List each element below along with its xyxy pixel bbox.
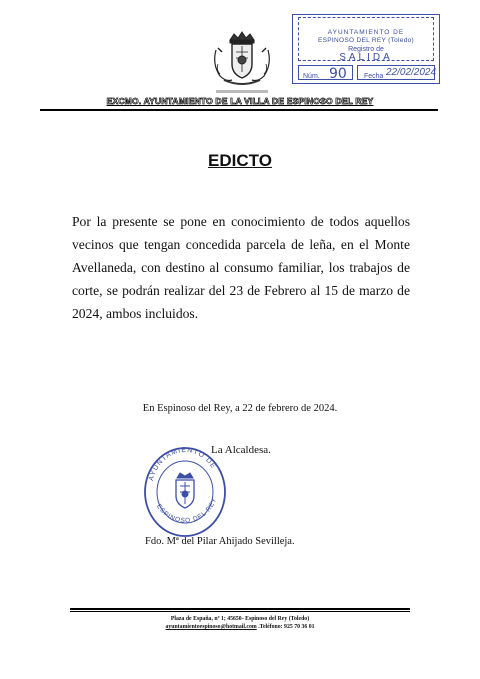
organization-header: EXCMO. AYUNTAMIENTO DE LA VILLA DE ESPINOSO DEL REY [106, 96, 374, 106]
footer-contact [0, 624, 480, 630]
edict-body: Por la presente se pone en conocimiento de todos aquellos vecinos que tengan concedida parcela de leña, en el Monte Avellaneda, con destino al consumo familiar, los trabajos de corte, se podrán realizar del 23 de Febrero al 15 de marzo de 2024, ambos incluidos. [72, 214, 410, 321]
signature-role: La Alcaldesa. [211, 444, 271, 456]
stamp-number-value: 90 [329, 66, 347, 82]
footer-address: Plaza de España, nº 1; 45650- Espinoso del Rey (Toledo) [170, 616, 310, 622]
svg-text:ESPINOSO DEL REY: ESPINOSO DEL REY [155, 496, 219, 525]
coat-of-arms-caption-bar [216, 90, 268, 93]
registry-stamp [292, 14, 440, 84]
footer-email-link[interactable]: ayuntamientoespinoso@hotmail.com [165, 624, 257, 630]
footer-divider-thick [70, 608, 410, 610]
svg-text:AYUNTAMIENTO DE: AYUNTAMIENTO DE [148, 446, 218, 482]
stamp-line-1: AYUNTAMIENTO DE [327, 29, 405, 36]
coat-of-arms-icon [210, 30, 274, 90]
header-divider [40, 109, 438, 111]
date-line: En Espinoso del Rey, a 22 de febrero de 2024. [142, 403, 338, 414]
stamp-line-4: SALIDA [339, 52, 393, 63]
document-title: EDICTO [208, 151, 272, 170]
stamp-number-label: Núm. [303, 73, 320, 80]
footer-phone: .Teléfono: 925 70 36 01 [258, 624, 315, 630]
stamp-line-3: Registro de [348, 46, 384, 53]
stamp-date-label: Fecha [364, 73, 384, 80]
stamp-line-2: ESPINOSO DEL REY (Toledo) [317, 37, 414, 44]
stamp-date-value: 22/02/2024 [386, 67, 437, 78]
footer-divider-thin [70, 611, 410, 612]
signature-name: Fdo. Mª del Pilar Ahijado Sevilleja. [145, 536, 295, 547]
